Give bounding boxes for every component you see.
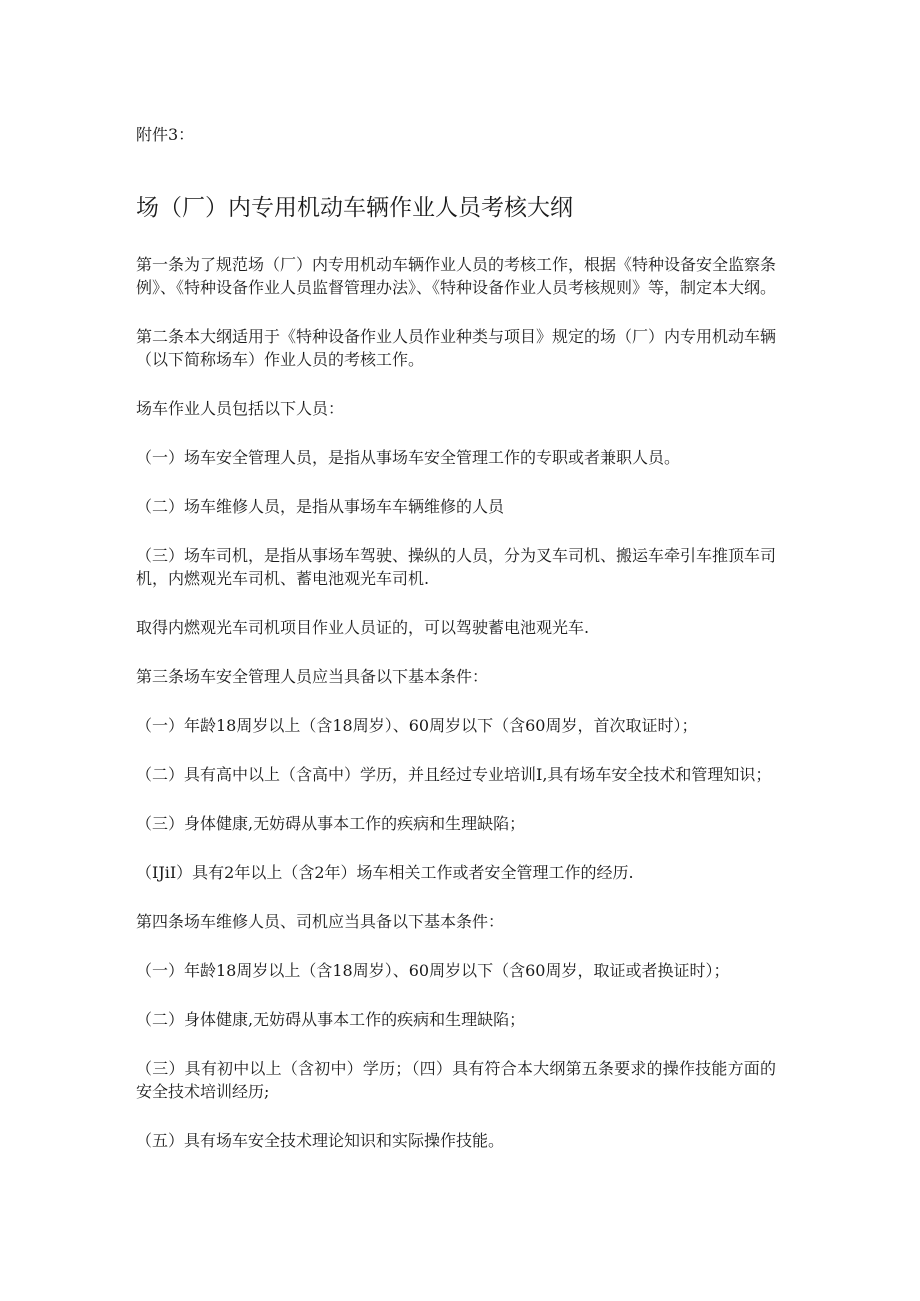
document-title: 场（厂）内专用机动车辆作业人员考核大纲	[136, 195, 573, 221]
article-1: 第一条为了规范场（厂）内专用机动车辆作业人员的考核工作，根据《特种设备安全监察条例》、《特种设备作业人员监督管理办法》、《特种设备作业人员考核规则》等，制定本大纲。	[136, 255, 777, 297]
article-2: 第二条本大纲适用于《特种设备作业人员作业种类与项目》规定的场（厂）内专用机动车辆（以下简称场车）作业人员的考核工作。	[136, 327, 777, 369]
personnel-intro: 场车作业人员包括以下人员：	[136, 399, 345, 418]
article-4: 第四条场车维修人员、司机应当具备以下基本条件：	[136, 912, 505, 931]
article-3: 第三条场车安全管理人员应当具备以下基本条件：	[136, 667, 489, 686]
personnel-item-1: （一）场车安全管理人员，是指从事场车安全管理工作的专职或者兼职人员。	[136, 448, 681, 467]
article-4-item-2: （二）身体健康,无妨碍从事本工作的疾病和生理缺陷；	[136, 1010, 526, 1029]
article-3-item-3: （三）身体健康,无妨碍从事本工作的疾病和生理缺陷；	[136, 814, 526, 833]
article-3-item-1: （一）年龄18周岁以上（含18周岁）、60周岁以下（含60周岁，首次取证时）；	[136, 716, 698, 735]
sightseeing-note: 取得内燃观光车司机项目作业人员证的，可以驾驶蓄电池观光车.	[136, 618, 590, 637]
document-body	[136, 253, 776, 1178]
annex-label: 附件3：	[136, 125, 195, 144]
article-4-item-1: （一）年龄18周岁以上（含18周岁）、60周岁以下（含60周岁，取证或者换证时）；	[136, 961, 730, 980]
personnel-item-2: （二）场车维修人员，是指从事场车车辆维修的人员	[136, 497, 505, 516]
article-3-item-4: （IJiI）具有2年以上（含2年）场车相关工作或者安全管理工作的经历.	[136, 863, 634, 882]
personnel-item-3: （三）场车司机，是指从事场车驾驶、操纵的人员，分为叉车司机、搬运车牵引车推顶车司机，内燃观光车司机、蓄电池观光车司机.	[136, 546, 777, 588]
article-4-item-5: （五）具有场车安全技术理论知识和实际操作技能。	[136, 1131, 505, 1150]
article-3-item-2: （二）具有高中以上（含高中）学历，并且经过专业培训I,具有场车安全技术和管理知识；	[136, 765, 772, 784]
article-4-item-3: （三）具有初中以上（含初中）学历；（四）具有符合本大纲第五条要求的操作技能方面的安全技术培训经历;	[136, 1059, 776, 1101]
